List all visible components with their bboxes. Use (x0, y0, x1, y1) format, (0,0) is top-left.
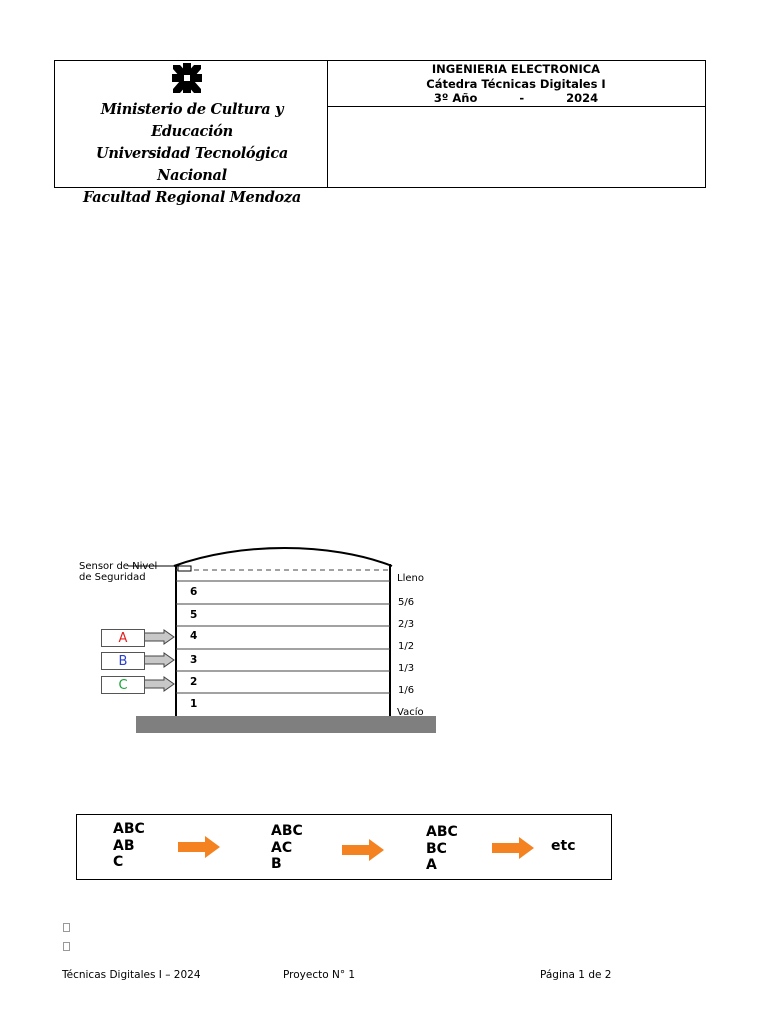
mark-1-2: 1/2 (398, 641, 415, 652)
pump-c-box: C (101, 676, 145, 694)
sequence-1-line-3: C (113, 854, 124, 870)
career-title: INGENIERIA ELECTRONICA (431, 62, 601, 76)
sequence-1-line-2: AB (113, 837, 135, 854)
logo-line-1: Ministerio de Cultura y Educación (100, 101, 284, 140)
mark-empty: Vacío (397, 707, 424, 718)
mark-5-6: 5/6 (398, 597, 415, 608)
mark-1-3: 1/3 (398, 663, 415, 674)
level-1: 1 (190, 698, 198, 710)
mark-1-6: 1/6 (398, 685, 415, 696)
sequence-3-line-2: BC (426, 840, 447, 857)
sequence-3-line-3: A (426, 857, 437, 873)
level-3: 3 (190, 654, 198, 666)
level-2: 2 (190, 676, 198, 688)
level-6: 6 (190, 586, 198, 598)
sequence-arrow-2-icon (342, 839, 384, 861)
sequence-arrow-1-icon (178, 836, 220, 858)
logo-line-2: Universidad Tecnológica Nacional (96, 145, 288, 184)
chair-title: Cátedra Técnicas Digitales I (426, 76, 606, 91)
bullet-placeholder-icon (63, 923, 70, 932)
footer-course: Técnicas Digitales I – 2024 (62, 969, 201, 981)
level-4: 4 (190, 630, 198, 642)
sequence-2-line-3: B (271, 856, 282, 872)
year-value: 2024 (566, 91, 599, 105)
sequence-1-line-1: ABC (113, 821, 145, 837)
sequence-2-line-2: AC (271, 839, 293, 856)
year-label: 3º Año (433, 91, 478, 105)
pump-a-box: A (101, 629, 145, 647)
sequence-3-line-1: ABC (426, 824, 458, 840)
mark-full: Lleno (397, 573, 424, 584)
bullet-placeholder-icon (63, 942, 70, 951)
year-dash: - (519, 91, 525, 105)
logo-line-3: Facultad Regional Mendoza (83, 189, 301, 206)
sequence-arrow-3-icon (492, 837, 534, 859)
sequence-etc: etc (551, 838, 576, 854)
mark-2-3: 2/3 (398, 619, 415, 630)
level-5: 5 (190, 609, 198, 621)
sequence-2-line-1: ABC (271, 823, 303, 839)
footer-page: Página 1 de 2 (540, 969, 612, 981)
sensor-label: Sensor de Nivel de Seguridad (79, 561, 158, 583)
footer-project: Proyecto N° 1 (283, 969, 356, 981)
pump-b-box: B (101, 652, 145, 670)
